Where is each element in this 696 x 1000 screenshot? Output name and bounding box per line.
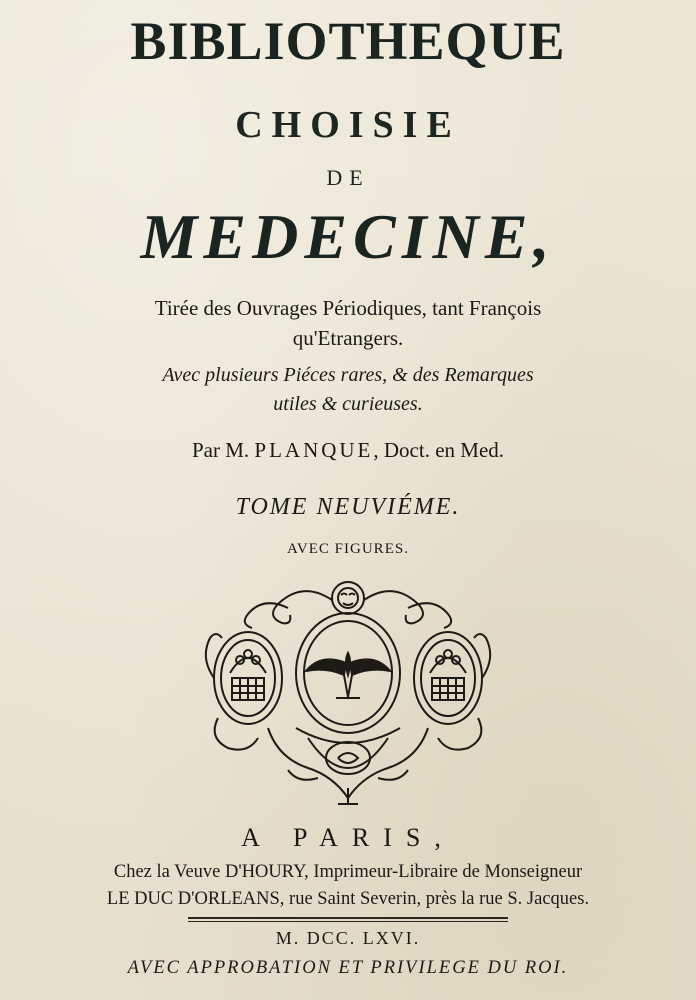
title-line-de: DE (326, 165, 370, 190)
volume-label: TOME NEUVIÉME. (235, 494, 461, 520)
imprint-line-1: Chez la Veuve D'HOURY, Imprimeur-Libraire de Monseigneur (113, 862, 583, 882)
title-line-choisie: CHOISIE (235, 104, 461, 146)
divider-rule (188, 917, 508, 919)
title-line-bibliotheque: BIBLIOTHEQUE (130, 11, 566, 71)
publication-date: M. DCC. LXVI. (275, 928, 421, 948)
subtitle-line-2: qu'Etrangers. (292, 326, 404, 350)
author-prefix: Par M. (191, 438, 255, 462)
privilege-line: AVEC APPROBATION ET PRIVILEGE DU ROI. (127, 958, 569, 978)
italic-note-line-1: Avec plusieurs Piéces rares, & des Remarques (162, 364, 534, 386)
author-name: PLANQUE (254, 438, 374, 462)
printers-ornament-dove-emblem-icon (198, 578, 498, 810)
title-line-medecine: MEDECINE, (140, 201, 556, 272)
figures-note: AVEC FIGURES. (287, 541, 409, 557)
divider-rule-thin (188, 921, 508, 922)
italic-note-line-2: utiles & curieuses. (273, 393, 423, 415)
author-suffix: , Doct. en Med. (373, 438, 505, 462)
imprint-line-2: LE DUC D'ORLEANS, rue Saint Severin, près la rue S. Jacques. (106, 889, 590, 909)
author-line (0, 438, 696, 463)
imprint-city: A PARIS, (241, 823, 455, 852)
subtitle-line-1: Tirée des Ouvrages Périodiques, tant François (154, 296, 542, 320)
